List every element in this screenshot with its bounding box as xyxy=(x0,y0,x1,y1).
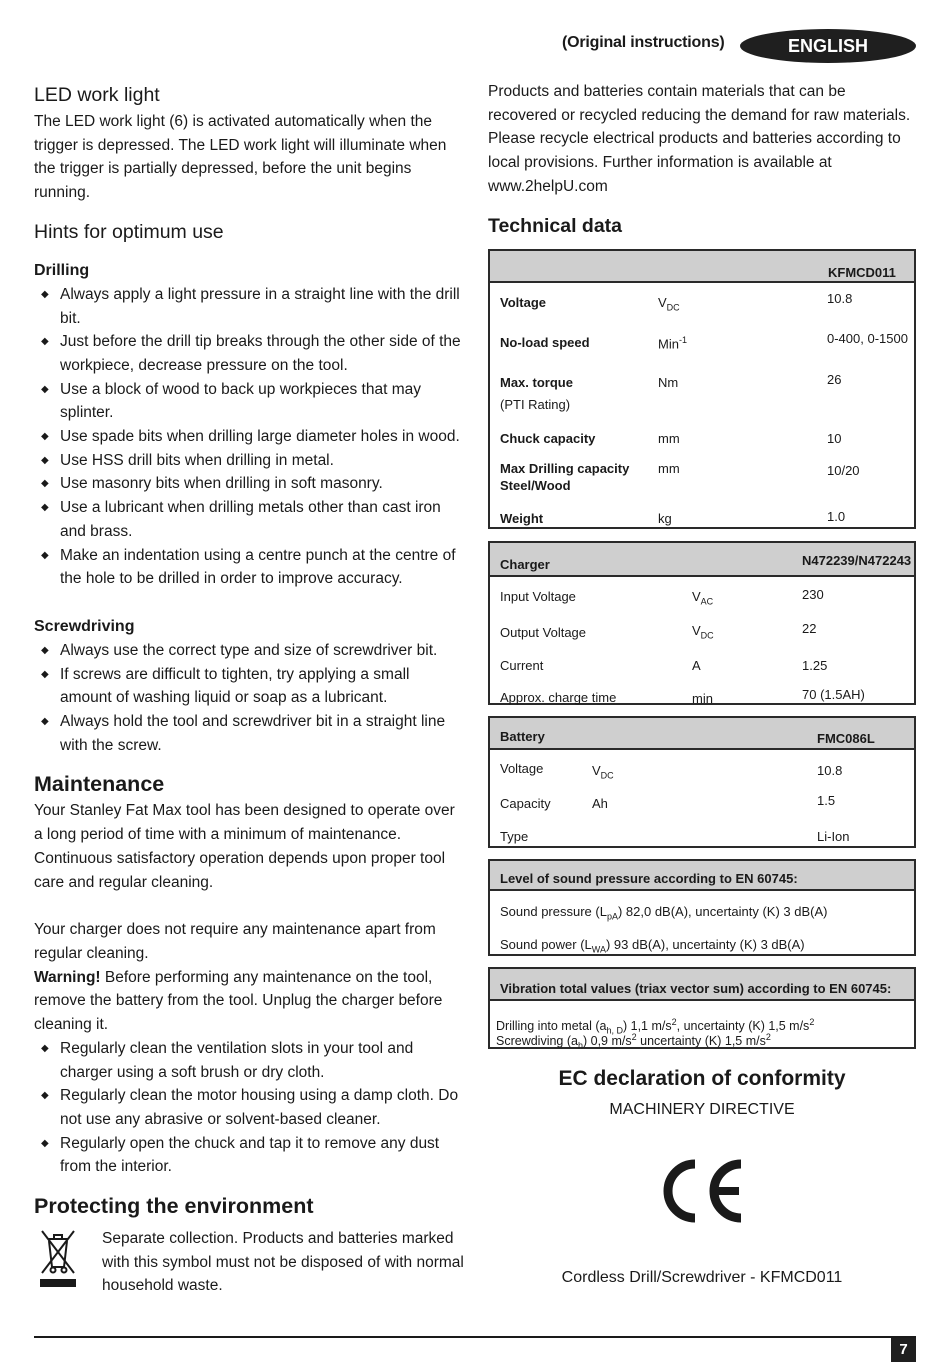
battery-model: FMC086L xyxy=(817,730,875,746)
charger-table xyxy=(488,541,916,705)
list-item: ◆ Always use the correct type and size of screwdriver bit. xyxy=(34,639,464,663)
warning-text: Before performing any maintenance on the tool, remove the battery from the tool. Unplug the charger before cleaning it. xyxy=(34,968,443,1034)
list-item: ◆ Use spade bits when drilling large diameter holes in wood. xyxy=(34,425,464,449)
row-unit: kg xyxy=(658,510,672,526)
technical-data-title: Technical data xyxy=(488,214,623,237)
row-value: 1.25 xyxy=(802,657,828,673)
row-unit: $V_{AC}$ xyxy=(692,588,714,607)
row-unit: $V_{DC}$ xyxy=(658,294,680,313)
row-label: No-load speed xyxy=(500,334,590,350)
sound-table xyxy=(488,859,916,956)
page-number: 7 xyxy=(891,1338,916,1362)
row-value: 22 xyxy=(802,620,817,636)
row-label: Chuck capacity xyxy=(500,430,596,446)
charger-model: N472239/N472243 xyxy=(802,552,912,568)
row-value: 1.0 xyxy=(827,508,846,524)
maintenance-text-1: Your Stanley Fat Max tool has been designed to operate over a long period of time with a minimum of maintenance. Continuous satisfactory operation depends upon proper tool care and regular cleaning. xyxy=(34,802,455,891)
list-item: ◆ If screws are difficult to tighten, try applying a small amount of washing liquid or soap as a lubricant. xyxy=(34,663,464,710)
list-item: ◆ Use a block of wood to back up workpieces that may splinter. xyxy=(34,378,464,425)
machinery-directive: MACHINERY DIRECTIVE xyxy=(609,1101,795,1119)
row-value: 230 xyxy=(802,586,824,602)
row-value: 1.5 xyxy=(817,792,836,808)
sound-pressure: Sound pressure $(L_{pA})$ 82,0 dB(A), uncertainty (K) 3 dB(A) xyxy=(500,903,828,922)
list-item: ◆ Always apply a light pressure in a straight line with the drill bit. xyxy=(34,283,464,330)
list-item: ◆ Use a lubricant when drilling metals other than cast iron and brass. xyxy=(34,496,464,543)
led-title: LED work light xyxy=(34,84,160,106)
list-item: ◆ Always hold the tool and screwdriver bit in a straight line with the screw. xyxy=(34,710,464,757)
row-value: 10/20 xyxy=(827,462,860,478)
environment-title: Protecting the environment xyxy=(34,1194,314,1219)
row-label: Voltage xyxy=(500,760,544,776)
vibration-table xyxy=(488,967,916,1049)
row-label: Weight xyxy=(500,510,544,526)
row-unit: $V_{DC}$ xyxy=(592,762,614,781)
ec-declaration-title: EC declaration of conformity xyxy=(558,1066,846,1090)
recycling-text: Products and batteries contain materials that can be recovered or recycled reducing the demand for raw materials. Please recycle electrical products and batteries according to local provisions. Further information is available at www.2helpU.com xyxy=(488,83,911,195)
row-label: Capacity xyxy=(500,795,551,811)
right-column xyxy=(488,80,916,1290)
warning-label: Warning! xyxy=(34,968,101,986)
model-number: KFMCD011 xyxy=(828,264,896,280)
row-unit: $V_{DC}$ xyxy=(692,622,714,641)
row-value: 70 (1.5AH) xyxy=(802,686,865,702)
language-badge: ENGLISH xyxy=(740,29,916,63)
sound-power: Sound power $(L_{WA})$ 93 dB(A), uncertainty (K) 3 dB(A) xyxy=(500,936,805,955)
row-label: Output Voltage xyxy=(500,624,587,640)
maintenance-warning xyxy=(34,966,464,1037)
row-unit: Ah xyxy=(592,795,608,811)
row-unit: Min$^{-1}$ xyxy=(658,334,687,351)
screwdriving-title: Screwdriving xyxy=(34,617,135,635)
maintenance-text-2: Your charger does not require any maintenance apart from regular cleaning. xyxy=(34,921,436,962)
led-text: The LED work light (6) is activated automatically when the trigger is depressed. The LED work light will illuminate when the trigger is partially depressed, before the unit begins running. xyxy=(34,113,447,202)
original-instructions-label: (Original instructions) xyxy=(562,34,725,51)
row-value: 10.8 xyxy=(817,762,843,778)
row-unit: mm xyxy=(658,460,680,476)
row-label: Current xyxy=(500,657,544,673)
list-item: ◆ Make an indentation using a centre punch at the centre of the hole to be drilled in order to improve accuracy. xyxy=(34,544,464,591)
table-header xyxy=(490,718,914,750)
product-name: Cordless Drill/Screwdriver - KFMCD011 xyxy=(561,1268,843,1286)
row-value: 0-400, 0-1500 xyxy=(827,330,908,346)
row-value: 10.8 xyxy=(827,290,853,306)
vibration-drilling: Drilling into metal $(a_{h, D})$ 1,1 $m/s^2$, uncertainty (K) 1,5 $m/s^2$ xyxy=(496,1016,815,1036)
row-label: Approx. charge time xyxy=(500,689,617,705)
left-column xyxy=(34,80,464,1298)
ce-mark-icon xyxy=(657,1156,747,1226)
hints-title: Hints for optimum use xyxy=(34,220,224,243)
drilling-title: Drilling xyxy=(34,261,90,279)
maintenance-title: Maintenance xyxy=(34,772,165,797)
row-value: 26 xyxy=(827,371,842,387)
row-value: Li-Ion xyxy=(817,828,850,844)
charger-title: Charger xyxy=(500,556,550,572)
row-unit: A xyxy=(692,657,701,673)
list-item: ◆ Regularly open the chuck and tap it to remove any dust from the interior. xyxy=(34,1132,464,1179)
row-label: Max Drilling capacity xyxy=(500,460,630,476)
row-unit: mm xyxy=(658,430,680,446)
row-label: Voltage xyxy=(500,294,546,310)
row-unit: Nm xyxy=(658,374,679,390)
list-item: ◆ Regularly clean the ventilation slots in your tool and charger using a soft brush or dry cloth. xyxy=(34,1037,464,1084)
row-label-2: Steel/Wood xyxy=(500,477,571,493)
environment-text: Separate collection. Products and batteries marked with this symbol must not be disposed of with normal household waste. xyxy=(102,1230,464,1295)
vibration-screwdriving: Screwdiving $(a_h)$ 0,9 $m/s^2$ uncertainty (K) 1,5 $m/s^2$ xyxy=(496,1031,771,1051)
row-value: 10 xyxy=(827,430,842,446)
battery-title: Battery xyxy=(500,728,545,744)
table-header xyxy=(490,251,914,283)
table-header xyxy=(490,861,914,891)
drilling-list xyxy=(34,283,464,591)
row-unit: min xyxy=(692,690,713,706)
list-item: ◆ Just before the drill tip breaks through the other side of the workpiece, decrease pressure on the tool. xyxy=(34,330,464,377)
row-label: Type xyxy=(500,828,529,844)
list-item: ◆ Regularly clean the motor housing using a damp cloth. Do not use any abrasive or solvent-based cleaner. xyxy=(34,1084,464,1131)
footer-divider xyxy=(34,1336,916,1338)
sound-title: Level of sound pressure according to EN 60745: xyxy=(500,870,798,886)
battery-table xyxy=(488,716,916,848)
row-label: Max. torque xyxy=(500,374,573,390)
list-item: ◆ Use masonry bits when drilling in soft masonry. xyxy=(34,472,464,496)
vibration-title: Vibration total values (triax vector sum) according to EN 60745: xyxy=(500,980,892,996)
row-label: Input Voltage xyxy=(500,588,576,604)
list-item: ◆ Use HSS drill bits when drilling in metal. xyxy=(34,449,464,473)
crossed-bin-icon xyxy=(34,1227,82,1289)
technical-data-table xyxy=(488,249,916,529)
row-note: (PTI Rating) xyxy=(500,396,571,412)
table-header xyxy=(490,969,914,1001)
table-header xyxy=(490,543,914,577)
screwdriving-list xyxy=(34,639,464,758)
maintenance-list xyxy=(34,1037,464,1179)
